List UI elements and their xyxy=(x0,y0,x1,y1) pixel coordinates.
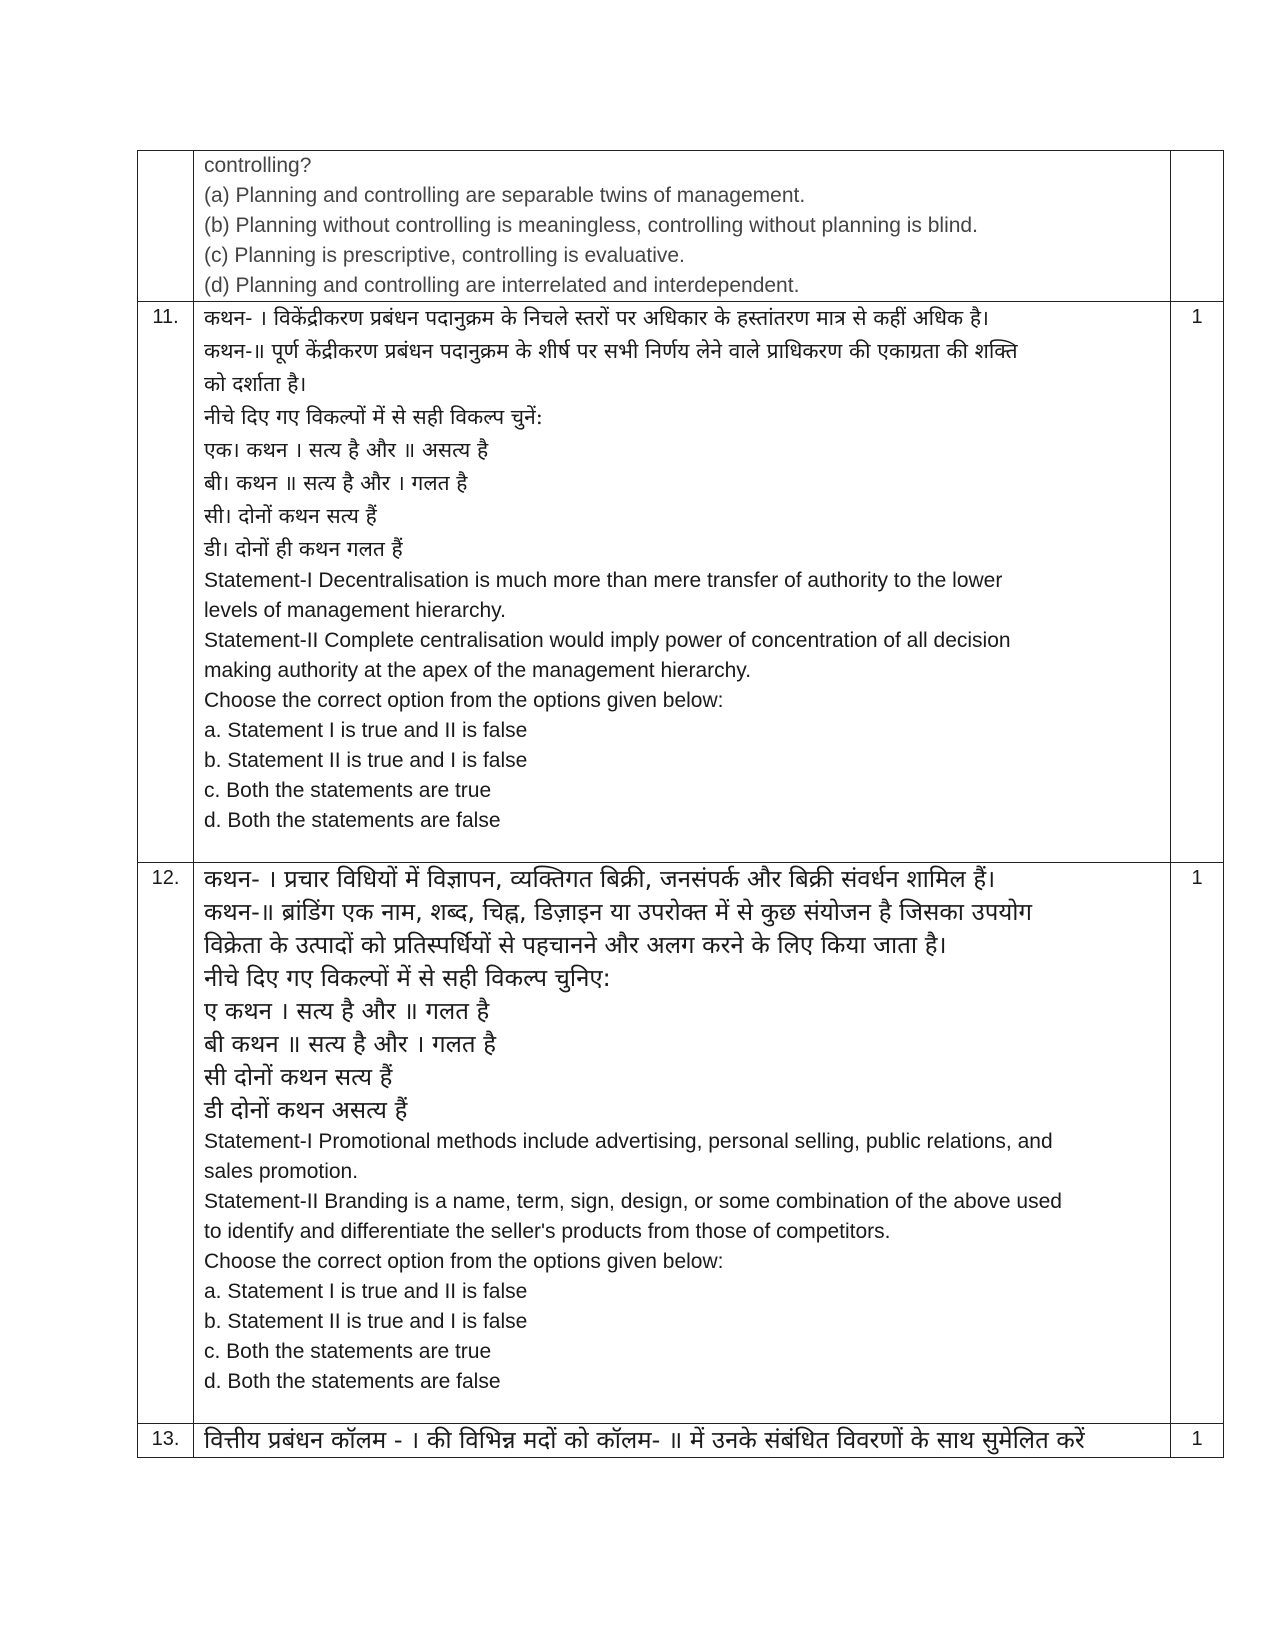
english-option-c: c. Both the statements are true xyxy=(204,779,492,802)
question-text-line: controlling? xyxy=(204,154,312,177)
english-option-d: d. Both the statements are false xyxy=(204,1370,501,1393)
english-option-c: c. Both the statements are true xyxy=(204,1340,492,1363)
hindi-statement-2-cont: विक्रेता के उत्पादों को प्रतिस्पर्धियों से पहचानने और अलग करने के लिए किया जाता है। xyxy=(204,931,947,959)
english-statement-2: Statement-II Branding is a name, term, sign, design, or some combination of the above used xyxy=(204,1190,1062,1213)
option-b: (b) Planning without controlling is meaningless, controlling without planning is blind. xyxy=(204,214,978,237)
question-row-12 xyxy=(138,863,1224,1424)
option-a: (a) Planning and controlling are separable twins of management. xyxy=(204,184,806,207)
english-option-a: a. Statement I is true and II is false xyxy=(204,719,528,742)
hindi-statement-1: कथन- । विकेंद्रीकरण प्रबंधन पदानुक्रम के निचले स्तरों पर अधिकार के हस्तांतरण मात्र से कहीं अधिक है। xyxy=(204,306,989,330)
hindi-option-c: सी। दोनों कथन सत्य हैं xyxy=(204,504,377,528)
english-statement-1: Statement-I Decentralisation is much more than mere transfer of authority to the lower xyxy=(204,569,1003,592)
marks-cell xyxy=(1171,151,1224,302)
hindi-question-text: वित्तीय प्रबंधन कॉलम - । की विभिन्न मदों को कॉलम- ॥ में उनके संबंधित विवरणों के साथ सुमेलित करें xyxy=(204,1426,1085,1454)
hindi-option-c: सी दोनों कथन सत्य हैं xyxy=(204,1063,393,1091)
english-option-a: a. Statement I is true and II is false xyxy=(204,1280,528,1303)
question-content-12 xyxy=(194,863,1171,1424)
hindi-statement-1: कथन- । प्रचार विधियों में विज्ञापन, व्यक्तिगत बिक्री, जनसंपर्क और बिक्री संवर्धन शामिल हैं। xyxy=(204,865,996,893)
marks: 1 xyxy=(1171,1424,1224,1458)
question-content-11 xyxy=(194,302,1171,863)
question-number: 13. xyxy=(138,1424,194,1458)
english-statement-1: Statement-I Promotional methods include advertising, personal selling, public relations, and xyxy=(204,1130,1053,1153)
hindi-statement-2-cont: को दर्शाता है। xyxy=(204,372,307,396)
question-number: 12. xyxy=(138,863,194,1424)
hindi-option-b: बी कथन ॥ सत्य है और । गलत है xyxy=(204,1030,496,1058)
english-statement-1-cont: levels of management hierarchy. xyxy=(204,599,506,622)
hindi-option-a: एक। कथन । सत्य है और ॥ असत्य है xyxy=(204,438,489,462)
english-option-b: b. Statement II is true and I is false xyxy=(204,1310,528,1333)
hindi-statement-2: कथन-॥ पूर्ण केंद्रीकरण प्रबंधन पदानुक्रम के शीर्ष पर सभी निर्णय लेने वाले प्राधिकरण की एकाग्रता की शक्ति xyxy=(204,339,1018,363)
english-instruction: Choose the correct option from the options given below: xyxy=(204,689,724,712)
english-option-b: b. Statement II is true and I is false xyxy=(204,749,528,772)
question-row-13 xyxy=(138,1424,1224,1458)
hindi-statement-2: कथन-॥ ब्रांडिंग एक नाम, शब्द, चिह्न, डिज़ाइन या उपरोक्त में से कुछ संयोजन है जिसका उपयोग xyxy=(204,898,1033,926)
question-row-11 xyxy=(138,302,1224,863)
hindi-instruction: नीचे दिए गए विकल्पों में से सही विकल्प चुनें: xyxy=(204,405,543,429)
option-c: (c) Planning is prescriptive, controlling is evaluative. xyxy=(204,244,685,267)
english-instruction: Choose the correct option from the options given below: xyxy=(204,1250,724,1273)
question-content-10 xyxy=(194,151,1171,302)
hindi-option-d: डी। दोनों ही कथन गलत हैं xyxy=(204,537,403,561)
hindi-option-d: डी दोनों कथन असत्य हैं xyxy=(204,1096,408,1124)
marks: 1 xyxy=(1171,302,1224,863)
hindi-option-b: बी। कथन ॥ सत्य है और । गलत है xyxy=(204,471,468,495)
hindi-option-a: ए कथन । सत्य है और ॥ गलत है xyxy=(204,997,490,1025)
question-content-13 xyxy=(194,1424,1171,1458)
english-statement-2-cont: to identify and differentiate the seller's products from those of competitors. xyxy=(204,1220,891,1243)
question-number-cell xyxy=(138,151,194,302)
english-statement-2-cont: making authority at the apex of the management hierarchy. xyxy=(204,659,752,682)
hindi-instruction: नीचे दिए गए विकल्पों में से सही विकल्प चुनिए: xyxy=(204,964,611,992)
question-table xyxy=(137,150,1224,1458)
question-row-10 xyxy=(138,151,1224,302)
marks: 1 xyxy=(1171,863,1224,1424)
question-number: 11. xyxy=(138,302,194,863)
option-d: (d) Planning and controlling are interrelated and interdependent. xyxy=(204,274,800,297)
english-statement-1-cont: sales promotion. xyxy=(204,1160,359,1183)
english-statement-2: Statement-II Complete centralisation would imply power of concentration of all decision xyxy=(204,629,1011,652)
english-option-d: d. Both the statements are false xyxy=(204,809,501,832)
